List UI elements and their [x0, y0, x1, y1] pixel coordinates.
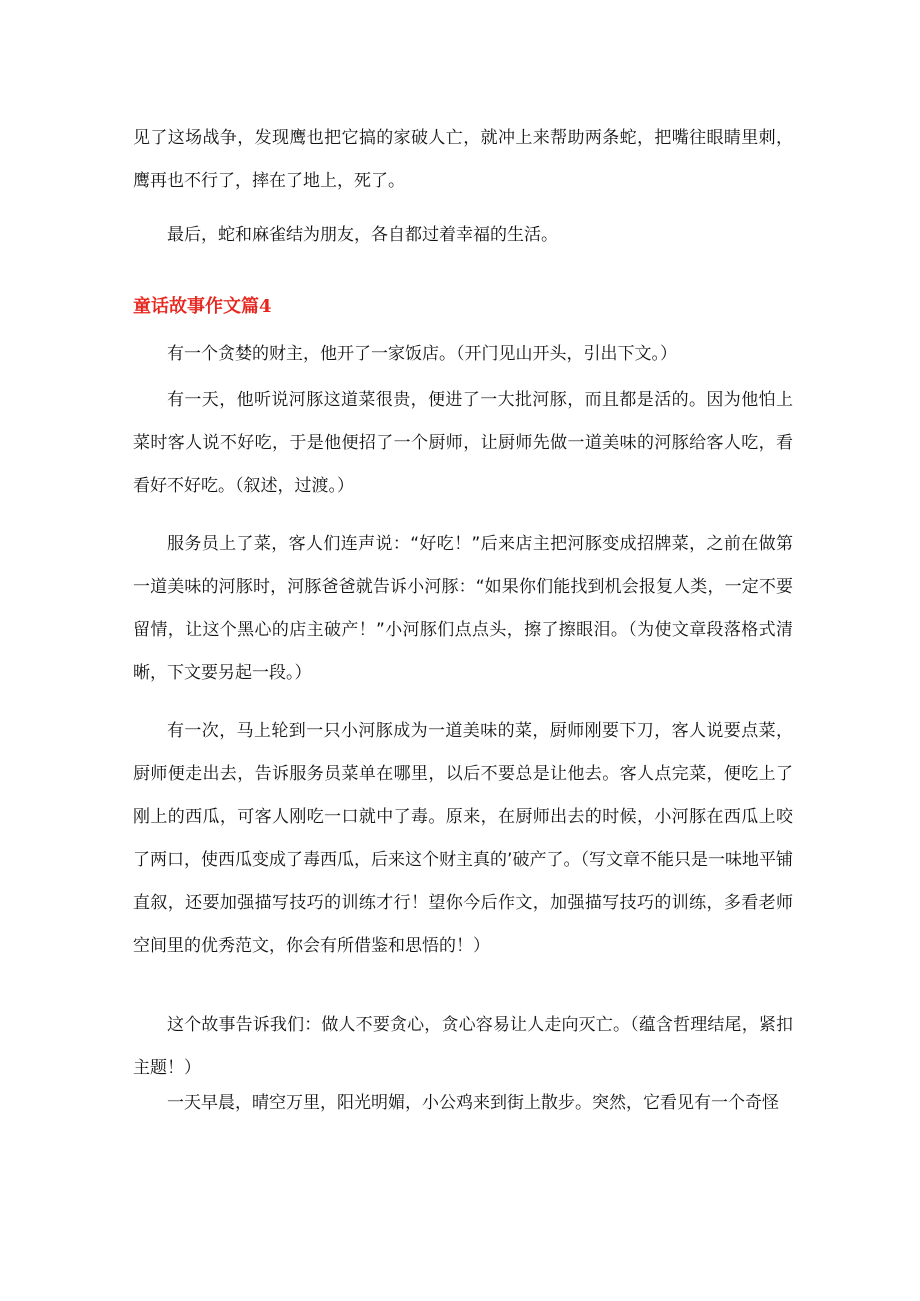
- section-heading: 童话故事作文篇4: [133, 296, 272, 317]
- paragraph-1: 有一个贪婪的财主，他开了一家饭店。（开门见山开头，引出下文。）: [167, 344, 677, 364]
- paragraph-ending: 最后，蛇和麻雀结为朋友，各自都过着幸福的生活。: [167, 225, 558, 245]
- paragraph-2: 有一天，他听说河豚这道菜很贵，便进了一大批河豚，而且都是活的。因为他怕上菜时客人说不好吃，于是他便招了一个厨师，让厨师先做一道美味的河豚给客人吃，看看好不好吃。（叙述，过渡。）: [133, 390, 793, 496]
- paragraph-continuation: 见了这场战争，发现鹰也把它搞的家破人亡，就冲上来帮助两条蛇，把嘴往眼睛里刺，鹰再也不行了，摔在了地上，死了。: [133, 128, 793, 191]
- paragraph-3: 服务员上了菜，客人们连声说：“好吃！”后来店主把河豚变成招牌菜，之前在做第一道美味的河豚时，河豚爸爸就告诉小河豚：“如果你们能找到机会报复人类，一定不要留情，让这个黑心的店主破产！”小河豚们点点头，擦了擦眼泪。（为使文章段落格式清晰，下文要另起一段。）: [133, 534, 793, 683]
- paragraph-4: 有一次，马上轮到一只小河豚成为一道美味的菜，厨师刚要下刀，客人说要点菜，厨师便走出去，告诉服务员菜单在哪里，以后不要总是让他去。客人点完菜，便吃上了刚上的西瓜，可客人刚吃一口就中了毒。原来，在厨师出去的时候，小河豚在西瓜上咬了两口，使西瓜变成了毒西瓜，后来这个财主真的’破产了。（写文章不能只是一味地平铺直叙，还要加强描写技巧的训练才行！望你今后作文，加强描写技巧的训练，多看老师空间里的优秀范文，你会有所借鉴和思悟的！）: [133, 721, 793, 956]
- paragraph-5: 这个故事告诉我们：做人不要贪心，贪心容易让人走向灭亡。（蕴含哲理结尾，紧扣主题！）: [133, 1015, 793, 1078]
- paragraph-6: 一天早晨，晴空万里，阳光明媚，小公鸡来到街上散步。突然，它看见有一个奇怪: [167, 1093, 779, 1113]
